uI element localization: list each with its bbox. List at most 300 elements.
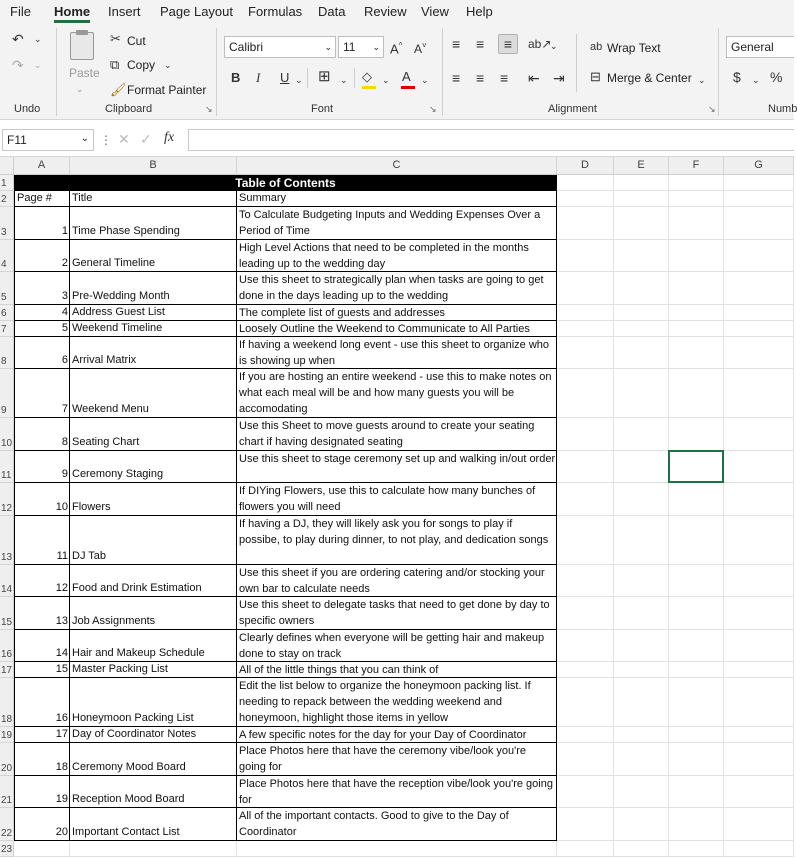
- empty-cell[interactable]: [614, 808, 669, 841]
- borders-icon[interactable]: ⊞: [318, 68, 331, 85]
- empty-cell[interactable]: [614, 337, 669, 370]
- menu-home[interactable]: Home: [54, 4, 90, 23]
- page-number-cell-text: 18: [55, 760, 68, 773]
- menu-help[interactable]: Help: [466, 4, 493, 19]
- wrap-text-icon[interactable]: ab: [590, 41, 603, 53]
- row-header[interactable]: 11: [0, 451, 14, 484]
- empty-cell[interactable]: [614, 597, 669, 630]
- empty-cell[interactable]: [14, 841, 70, 857]
- title-cell[interactable]: [70, 597, 237, 630]
- paste-icon[interactable]: [70, 32, 94, 60]
- page-number-cell-text: 10: [55, 500, 68, 513]
- cut-icon[interactable]: ✂: [110, 31, 121, 46]
- undo-dropdown-icon[interactable]: ⌄: [34, 34, 42, 44]
- empty-cell[interactable]: [669, 743, 724, 776]
- select-all-corner[interactable]: [0, 157, 14, 175]
- row-header[interactable]: 16: [0, 630, 14, 663]
- menu-formulas[interactable]: Formulas: [248, 4, 303, 19]
- empty-cell[interactable]: [614, 451, 669, 484]
- worksheet-grid[interactable]: [0, 157, 794, 859]
- page-number-cell[interactable]: [14, 321, 70, 337]
- confirm-icon[interactable]: ✓: [140, 131, 152, 147]
- redo-dropdown-icon[interactable]: ⌄: [34, 60, 42, 70]
- title-cell-text: Time Phase Spending: [72, 224, 180, 237]
- empty-cell[interactable]: [557, 776, 614, 809]
- empty-cell[interactable]: [724, 369, 794, 418]
- empty-cell[interactable]: [557, 516, 614, 565]
- summary-cell[interactable]: [237, 565, 557, 598]
- empty-cell[interactable]: [669, 776, 724, 809]
- empty-cell[interactable]: [614, 727, 669, 743]
- empty-cell[interactable]: [614, 191, 669, 207]
- summary-cell[interactable]: [237, 207, 557, 240]
- align-left-icon[interactable]: ≡: [452, 70, 461, 86]
- menu-review[interactable]: Review: [364, 4, 407, 19]
- underline-dropdown-icon[interactable]: ⌄: [295, 75, 303, 85]
- empty-cell[interactable]: [724, 207, 794, 240]
- empty-cell[interactable]: [557, 337, 614, 370]
- summary-cell-text: A few specific notes for the day for your Day of Coordinator: [239, 729, 527, 741]
- currency-button[interactable]: $: [733, 69, 741, 85]
- title-cell-text: Reception Mood Board: [72, 793, 185, 805]
- page-number-cell[interactable]: [14, 451, 70, 484]
- copy-button[interactable]: Copy: [127, 58, 156, 72]
- row-header[interactable]: 13: [0, 516, 14, 565]
- page-number-cell[interactable]: [14, 207, 70, 240]
- empty-cell[interactable]: [557, 662, 614, 678]
- increase-indent-icon[interactable]: ⇥: [553, 70, 565, 86]
- percent-button[interactable]: %: [770, 69, 783, 85]
- page-number-cell[interactable]: [14, 516, 70, 565]
- row-header[interactable]: 17: [0, 662, 14, 678]
- fill-color-dropdown-icon[interactable]: ⌄: [382, 75, 390, 85]
- empty-cell[interactable]: [724, 321, 794, 337]
- empty-cell[interactable]: [669, 841, 724, 857]
- row-header[interactable]: 6: [0, 305, 14, 321]
- empty-cell[interactable]: [614, 630, 669, 663]
- empty-cell[interactable]: [724, 272, 794, 305]
- empty-cell[interactable]: [724, 776, 794, 809]
- empty-cell[interactable]: [669, 516, 724, 565]
- page-number-cell-text: 7: [61, 403, 68, 415]
- empty-cell[interactable]: [724, 597, 794, 630]
- divider: [354, 68, 355, 88]
- empty-cell[interactable]: [724, 175, 794, 191]
- title-cell-text: Hair and Makeup Schedule: [72, 647, 205, 659]
- row-header[interactable]: 8: [0, 337, 14, 370]
- title-cell-text: Job Assignments: [72, 614, 156, 627]
- empty-cell[interactable]: [669, 305, 724, 321]
- redo-icon[interactable]: ↷: [12, 57, 24, 73]
- page-number-cell[interactable]: [14, 305, 70, 321]
- merge-center-button[interactable]: Merge & Center: [607, 71, 692, 85]
- summary-cell-text: Use this sheet to strategically plan when tasks are going to get done in the days leading up to the wedding: [239, 274, 544, 302]
- merge-dropdown-icon[interactable]: ⌄: [698, 75, 706, 85]
- summary-cell-text: All of the important contacts. Good to give to the Day of Coordinator: [239, 810, 509, 838]
- undo-icon[interactable]: ↶: [12, 31, 24, 47]
- title-cell[interactable]: [70, 808, 237, 841]
- empty-cell[interactable]: [557, 240, 614, 273]
- empty-cell[interactable]: [669, 337, 724, 370]
- empty-cell[interactable]: [669, 369, 724, 418]
- empty-cell[interactable]: [557, 369, 614, 418]
- empty-cell[interactable]: [557, 175, 614, 191]
- title-cell[interactable]: [70, 483, 237, 516]
- empty-cell[interactable]: [614, 743, 669, 776]
- empty-cell[interactable]: [614, 776, 669, 809]
- title-cell[interactable]: [70, 516, 237, 565]
- empty-cell[interactable]: [614, 662, 669, 678]
- empty-cell[interactable]: [557, 483, 614, 516]
- summary-cell[interactable]: [237, 727, 557, 743]
- title-cell-text: Weekend Menu: [72, 403, 149, 415]
- page-number-cell[interactable]: [14, 337, 70, 370]
- empty-cell[interactable]: [614, 321, 669, 337]
- empty-cell[interactable]: [724, 841, 794, 857]
- col-header-d[interactable]: D: [557, 157, 614, 175]
- title-cell[interactable]: [70, 418, 237, 451]
- empty-cell[interactable]: [669, 207, 724, 240]
- name-box[interactable]: [2, 129, 94, 151]
- summary-cell[interactable]: [237, 451, 557, 484]
- empty-cell[interactable]: [614, 207, 669, 240]
- empty-cell[interactable]: [614, 418, 669, 451]
- empty-cell[interactable]: [557, 841, 614, 857]
- empty-cell[interactable]: [557, 565, 614, 598]
- empty-cell[interactable]: [614, 175, 669, 191]
- title-cell[interactable]: [70, 321, 237, 337]
- summary-cell-text: Use this sheet if you are ordering catering and/or stocking your own bar to calculate needs: [239, 566, 545, 595]
- title-cell[interactable]: [70, 743, 237, 776]
- empty-cell[interactable]: [724, 240, 794, 273]
- title-cell[interactable]: [70, 337, 237, 370]
- empty-cell[interactable]: [557, 451, 614, 484]
- menu-page-layout[interactable]: Page Layout: [160, 4, 234, 19]
- empty-cell[interactable]: [724, 727, 794, 743]
- page-number-cell-text: 3: [61, 289, 68, 302]
- row-header[interactable]: 2: [0, 191, 14, 207]
- empty-cell[interactable]: [724, 743, 794, 776]
- format-painter-icon[interactable]: 🖌: [110, 82, 127, 97]
- summary-cell[interactable]: [237, 337, 557, 370]
- title-cell[interactable]: [70, 451, 237, 484]
- row-header[interactable]: 1: [0, 175, 14, 191]
- title-cell-text: Food and Drink Estimation: [72, 582, 202, 594]
- number-format-value: General: [731, 40, 774, 54]
- number-format-select[interactable]: [726, 36, 794, 58]
- row-header[interactable]: 9: [0, 369, 14, 418]
- title-cell[interactable]: [70, 305, 237, 321]
- font-name-select[interactable]: [224, 36, 336, 58]
- page-number-cell[interactable]: [14, 630, 70, 663]
- wrap-text-button[interactable]: Wrap Text: [607, 41, 661, 55]
- summary-cell-text: Clearly defines when everyone will be getting hair and makeup done to stay on track: [239, 631, 545, 660]
- title-cell[interactable]: [70, 369, 237, 418]
- empty-cell[interactable]: [669, 565, 724, 598]
- empty-cell[interactable]: [669, 272, 724, 305]
- summary-cell[interactable]: [237, 597, 557, 630]
- empty-cell[interactable]: [724, 418, 794, 451]
- font-color-swatch: [401, 86, 415, 89]
- empty-cell[interactable]: [614, 565, 669, 598]
- empty-cell[interactable]: [557, 207, 614, 240]
- summary-cell[interactable]: [237, 483, 557, 516]
- empty-cell[interactable]: [557, 727, 614, 743]
- title-cell-text: General Timeline: [72, 257, 156, 269]
- row-header[interactable]: 15: [0, 597, 14, 630]
- empty-cell[interactable]: [669, 191, 724, 207]
- empty-cell[interactable]: [557, 743, 614, 776]
- row-header[interactable]: 20: [0, 743, 14, 776]
- col-header-c[interactable]: C: [237, 157, 557, 175]
- chevron-down-icon: ⌄: [80, 133, 89, 144]
- page-number-cell-text: 20: [55, 825, 68, 838]
- page-number-cell[interactable]: [14, 678, 70, 727]
- insert-function-button[interactable]: fx: [164, 130, 175, 145]
- row-header[interactable]: 19: [0, 727, 14, 743]
- summary-cell-text: Loosely Outline the Weekend to Communicate to All Parties: [239, 322, 530, 335]
- page-number-cell[interactable]: [14, 565, 70, 598]
- divider: [56, 28, 57, 116]
- summary-cell[interactable]: [237, 321, 557, 337]
- row-header[interactable]: 23: [0, 841, 14, 857]
- divider: [307, 68, 308, 88]
- col-header-a[interactable]: A: [14, 157, 70, 175]
- summary-cell[interactable]: [237, 630, 557, 663]
- underline-button[interactable]: U: [280, 70, 290, 85]
- alignment-group-label: Alignment: [548, 103, 597, 115]
- empty-cell[interactable]: [669, 727, 724, 743]
- font-color-button[interactable]: A: [402, 69, 411, 84]
- empty-cell[interactable]: [724, 337, 794, 370]
- title-cell-text: Honeymoon Packing List: [72, 712, 194, 724]
- page-number-cell[interactable]: [14, 369, 70, 418]
- summary-cell[interactable]: [237, 516, 557, 565]
- menu-bar: [0, 0, 794, 24]
- title-cell[interactable]: [70, 630, 237, 663]
- page-number-cell[interactable]: [14, 808, 70, 841]
- row-header[interactable]: 4: [0, 240, 14, 273]
- currency-dropdown-icon[interactable]: ⌄: [752, 75, 760, 85]
- page-number-cell[interactable]: [14, 418, 70, 451]
- row-header[interactable]: 12: [0, 483, 14, 516]
- formula-input[interactable]: [188, 129, 794, 151]
- header-page[interactable]: [14, 191, 70, 207]
- empty-cell[interactable]: [614, 369, 669, 418]
- page-number-cell[interactable]: [14, 272, 70, 305]
- italic-button[interactable]: I: [256, 70, 261, 85]
- row-header[interactable]: 3: [0, 207, 14, 240]
- merge-center-icon[interactable]: ⊟: [590, 69, 601, 84]
- page-number-cell-text: 11: [56, 549, 68, 562]
- empty-cell[interactable]: [669, 678, 724, 727]
- table-title[interactable]: Table of Contents: [14, 175, 557, 191]
- empty-cell[interactable]: [724, 808, 794, 841]
- format-painter-button[interactable]: Format Painter: [127, 83, 207, 97]
- row-header[interactable]: 21: [0, 776, 14, 809]
- title-cell[interactable]: [70, 662, 237, 678]
- empty-cell[interactable]: [557, 808, 614, 841]
- empty-cell[interactable]: [669, 175, 724, 191]
- empty-cell[interactable]: [237, 841, 557, 857]
- align-bottom-icon[interactable]: ≡: [498, 34, 518, 54]
- summary-cell-text: The complete list of guests and addresses: [239, 306, 446, 319]
- undo-group-label: Undo: [14, 103, 41, 115]
- empty-cell[interactable]: [669, 662, 724, 678]
- borders-dropdown-icon[interactable]: ⌄: [340, 75, 348, 85]
- empty-cell[interactable]: [614, 841, 669, 857]
- empty-cell[interactable]: [557, 597, 614, 630]
- title-cell[interactable]: [70, 727, 237, 743]
- empty-cell[interactable]: [614, 272, 669, 305]
- alignment-launcher-icon[interactable]: ↘: [708, 104, 716, 114]
- font-launcher-icon[interactable]: ↘: [429, 104, 437, 114]
- page-number-cell[interactable]: [14, 483, 70, 516]
- menu-data[interactable]: Data: [318, 4, 346, 19]
- row-header[interactable]: 22: [0, 808, 14, 841]
- empty-cell[interactable]: [70, 841, 237, 857]
- page-number-cell[interactable]: [14, 743, 70, 776]
- empty-cell[interactable]: [724, 630, 794, 663]
- paste-dropdown-icon[interactable]: ⌄: [76, 84, 84, 94]
- title-cell-text: Master Packing List: [72, 663, 168, 675]
- summary-cell[interactable]: [237, 743, 557, 776]
- page-number-cell[interactable]: [14, 662, 70, 678]
- menu-file[interactable]: File: [10, 4, 31, 19]
- row-header[interactable]: 5: [0, 272, 14, 305]
- bold-button[interactable]: B: [231, 70, 241, 85]
- number-group-label: Numb: [768, 103, 797, 115]
- empty-cell[interactable]: [614, 240, 669, 273]
- clipboard-group-label: Clipboard: [105, 103, 153, 115]
- empty-cell[interactable]: [557, 321, 614, 337]
- title-cell-text: Important Contact List: [72, 825, 180, 838]
- header-title[interactable]: [70, 191, 237, 207]
- summary-cell[interactable]: [237, 369, 557, 418]
- summary-cell[interactable]: [237, 808, 557, 841]
- align-center-icon[interactable]: ≡: [476, 70, 485, 86]
- empty-cell[interactable]: [724, 483, 794, 516]
- align-right-icon[interactable]: ≡: [500, 70, 509, 86]
- title-cell[interactable]: [70, 272, 237, 305]
- summary-cell[interactable]: [237, 240, 557, 273]
- row-header[interactable]: 7: [0, 321, 14, 337]
- header-title-text: Title: [72, 192, 93, 204]
- divider: [216, 28, 217, 116]
- row-header[interactable]: 14: [0, 565, 14, 598]
- empty-cell[interactable]: [669, 240, 724, 273]
- col-header-e[interactable]: E: [614, 157, 669, 175]
- empty-cell[interactable]: [614, 483, 669, 516]
- title-cell[interactable]: [70, 240, 237, 273]
- font-color-dropdown-icon[interactable]: ⌄: [421, 75, 429, 85]
- title-cell[interactable]: [70, 207, 237, 240]
- more-options-icon[interactable]: ⋮: [100, 133, 111, 147]
- col-header-g[interactable]: G: [724, 157, 794, 175]
- header-summary[interactable]: [237, 191, 557, 207]
- align-top-icon[interactable]: ≡: [452, 36, 461, 52]
- summary-cell-text: Use this sheet to delegate tasks that need to get done by day to specific owners: [239, 599, 550, 627]
- decrease-font-size-icon[interactable]: A˅: [414, 41, 427, 56]
- empty-cell[interactable]: [669, 451, 724, 484]
- empty-cell[interactable]: [669, 483, 724, 516]
- col-header-f[interactable]: F: [669, 157, 724, 175]
- title-cell-text: Ceremony Mood Board: [72, 760, 186, 773]
- summary-cell[interactable]: [237, 272, 557, 305]
- empty-cell[interactable]: [724, 516, 794, 565]
- cancel-icon[interactable]: ✕: [118, 131, 130, 147]
- paste-button[interactable]: Paste: [69, 66, 100, 80]
- orientation-dropdown-icon[interactable]: ⌄: [550, 41, 558, 51]
- summary-cell[interactable]: [237, 776, 557, 809]
- empty-cell[interactable]: [669, 597, 724, 630]
- page-number-cell[interactable]: [14, 597, 70, 630]
- cut-button[interactable]: Cut: [127, 34, 146, 48]
- empty-cell[interactable]: [557, 272, 614, 305]
- empty-cell[interactable]: [669, 321, 724, 337]
- decrease-indent-icon[interactable]: ⇤: [528, 70, 540, 86]
- empty-cell[interactable]: [724, 451, 794, 484]
- title-cell[interactable]: [70, 776, 237, 809]
- empty-cell[interactable]: [557, 191, 614, 207]
- summary-cell[interactable]: [237, 678, 557, 727]
- empty-cell[interactable]: [557, 305, 614, 321]
- page-number-cell[interactable]: [14, 727, 70, 743]
- empty-cell[interactable]: [724, 678, 794, 727]
- col-header-b[interactable]: B: [70, 157, 237, 175]
- row-header[interactable]: 18: [0, 678, 14, 727]
- empty-cell[interactable]: [557, 418, 614, 451]
- font-size-value: 11: [343, 40, 356, 54]
- empty-cell[interactable]: [724, 662, 794, 678]
- summary-cell-text: If you are hosting an entire weekend - use this to make notes on what each meal will be and how many guests you will be accomodating: [239, 371, 552, 415]
- title-cell-text: DJ Tab: [72, 549, 107, 562]
- summary-cell[interactable]: [237, 662, 557, 678]
- empty-cell[interactable]: [669, 418, 724, 451]
- orientation-icon[interactable]: ab↗: [528, 37, 552, 51]
- page-number-cell[interactable]: [14, 240, 70, 273]
- clipboard-launcher-icon[interactable]: ↘: [205, 104, 213, 114]
- empty-cell[interactable]: [614, 305, 669, 321]
- summary-cell[interactable]: [237, 418, 557, 451]
- empty-cell[interactable]: [724, 305, 794, 321]
- empty-cell[interactable]: [614, 678, 669, 727]
- fill-color-icon[interactable]: ◇: [362, 69, 372, 84]
- empty-cell[interactable]: [614, 516, 669, 565]
- page-number-cell-text: 5: [61, 321, 68, 334]
- increase-font-size-icon[interactable]: A^: [390, 41, 403, 57]
- empty-cell[interactable]: [557, 630, 614, 663]
- empty-cell[interactable]: [557, 678, 614, 727]
- empty-cell[interactable]: [724, 565, 794, 598]
- copy-icon[interactable]: ⧉: [110, 57, 120, 72]
- copy-dropdown-icon[interactable]: ⌄: [164, 60, 172, 70]
- row-header[interactable]: 10: [0, 418, 14, 451]
- font-size-select[interactable]: [338, 36, 384, 58]
- title-cell-text: Weekend Timeline: [72, 321, 163, 334]
- summary-cell[interactable]: [237, 305, 557, 321]
- align-middle-icon[interactable]: ≡: [476, 36, 485, 52]
- menu-view[interactable]: View: [421, 4, 449, 19]
- name-box-value: F11: [7, 133, 27, 147]
- title-cell[interactable]: [70, 565, 237, 598]
- empty-cell[interactable]: [669, 808, 724, 841]
- empty-cell[interactable]: [669, 630, 724, 663]
- page-number-cell[interactable]: [14, 776, 70, 809]
- title-cell[interactable]: [70, 678, 237, 727]
- empty-cell[interactable]: [724, 191, 794, 207]
- menu-insert[interactable]: Insert: [108, 4, 141, 19]
